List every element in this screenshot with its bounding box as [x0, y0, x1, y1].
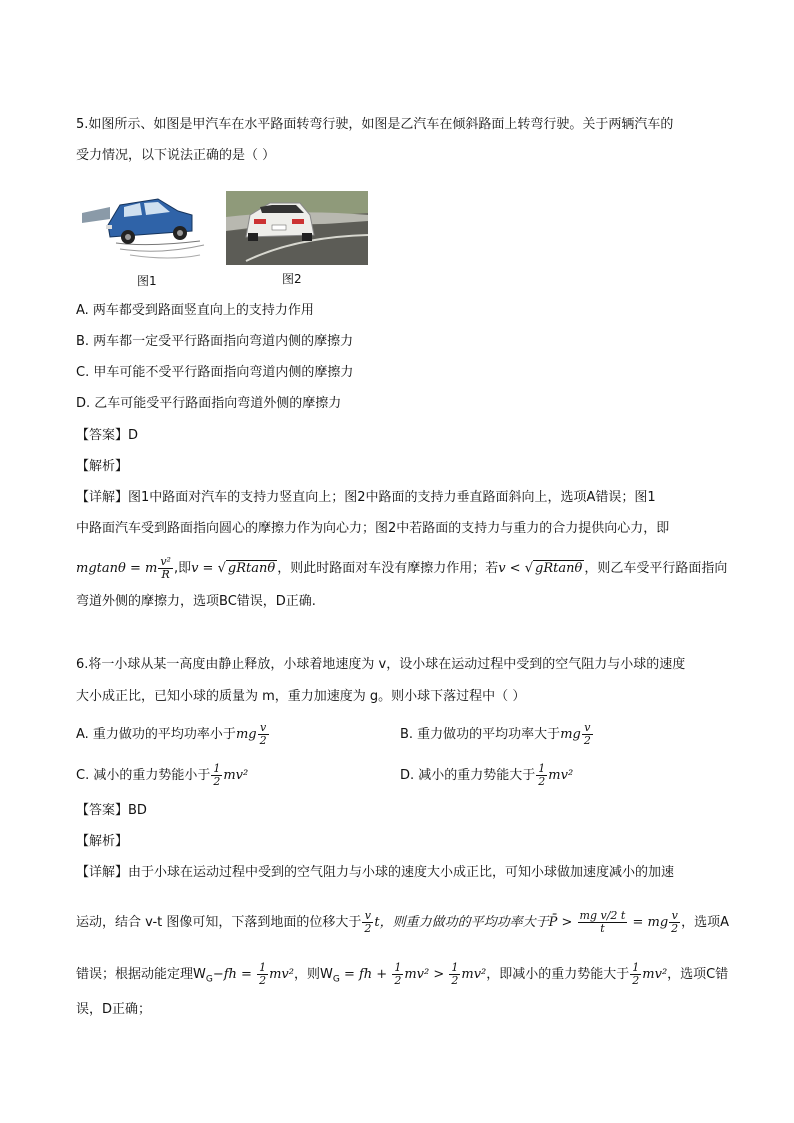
q6-option-b: B. 重力做功的平均功率大于mg $\frac{v}{2}$ [400, 721, 591, 747]
q5-sqrt-2: gRtanθ [535, 561, 583, 576]
figure-1-car-image [80, 185, 208, 265]
q5-option-b: B. 两车都一定受平行路面指向弯道内侧的摩擦力 [76, 334, 354, 349]
q6-option-d: D. 减小的重力势能大于 $\frac{1}{2}$ mv² [400, 762, 574, 788]
q6-stem-line2: 大小成正比，已知小球的质量为 m，重力加速度为 g。则小球下落过程中（ ） [76, 689, 526, 704]
q6-detail-line2: 运动，结合 v-t 图像可知，下落到地面的位移大于 $\frac{v}{2}$ t，则重力做功的平均功率大于P̄ > $\frac{\text{mg v/2 t}}{t}$ = mg $\frac{v}{2}$ ，选项A [76, 909, 730, 935]
q6-detail-line4: 误，D正确； [76, 1002, 152, 1017]
q5-analysis-title: 【解析】 [76, 459, 129, 474]
figure-2-caption: 图2 [282, 272, 302, 286]
q5-detail-line1: 【详解】图1中路面对汽车的支持力竖直向上；图2中路面的支持力垂直路面斜向上，选项A错误；图1 [76, 490, 656, 505]
q6-answer: 【答案】BD [76, 803, 147, 818]
q5-detail-line4: 弯道外侧的摩擦力，选项BC错误，D正确. [76, 594, 316, 609]
figure-2-car-image [226, 191, 368, 265]
q5-stem-line1: 5.如图所示、如图是甲汽车在水平路面转弯行驶，如图是乙汽车在倾斜路面上转弯行驶。关于两辆汽车的 [76, 117, 674, 132]
q5-detail-line2: 中路面汽车受到路面指向圆心的摩擦力作为向心力；图2中若路面的支持力与重力的合力提供向心力，即 [76, 521, 670, 536]
q5-eq-fraction: $\frac{\text{v²}}{R}$ [160, 555, 171, 581]
q5-option-a: A. 两车都受到路面竖直向上的支持力作用 [76, 303, 314, 318]
q6-detail-line1: 【详解】由于小球在运动过程中受到的空气阻力与小球的速度大小成正比，可知小球做加速度减小的加速 [76, 865, 675, 880]
q5-option-c: C. 甲车可能不受平行路面指向弯道内侧的摩擦力 [76, 365, 354, 380]
q6-option-a: A. 重力做功的平均功率小于mg $\frac{v}{2}$ [76, 721, 267, 747]
q5-answer: 【答案】D [76, 428, 139, 443]
q5-eq-left: mgtanθ = m [76, 561, 158, 576]
figure-1-caption: 图1 [137, 274, 157, 288]
q5-detail-line3: mgtanθ = m $\frac{\text{v²}}{R}$ ,即v = √ gRtanθ ，则此时路面对车没有摩擦力作用；若v < √ gRtanθ ，则乙车受平行路面指向 [76, 555, 728, 581]
q6-option-c: C. 减小的重力势能小于 $\frac{1}{2}$ mv² [76, 762, 249, 788]
q6-detail-line3: 错误；根据动能定理$W_G-fh$ = $\frac{1}{2}$ mv²，则$W_G$ = fh + $\frac{1}{2}$ mv² > $\frac{1}{2}$ mv²，即减小的重力势能大于 $\frac{1}{2}$ mv²，选项C错 [76, 961, 729, 987]
q6-analysis-title: 【解析】 [76, 834, 129, 849]
q5-option-d: D. 乙车可能受平行路面指向弯道外侧的摩擦力 [76, 396, 342, 411]
q5-sqrt-1: gRtanθ [227, 561, 276, 576]
q6-stem-line1: 6.将一小球从某一高度由静止释放，小球着地速度为 v，设小球在运动过程中受到的空气阻力与小球的速度 [76, 657, 686, 672]
q5-stem-line2: 受力情况，以下说法正确的是（ ） [76, 148, 276, 163]
q6-power-fraction: $\frac{\text{mg v/2 t}}{t}$ [579, 909, 626, 935]
